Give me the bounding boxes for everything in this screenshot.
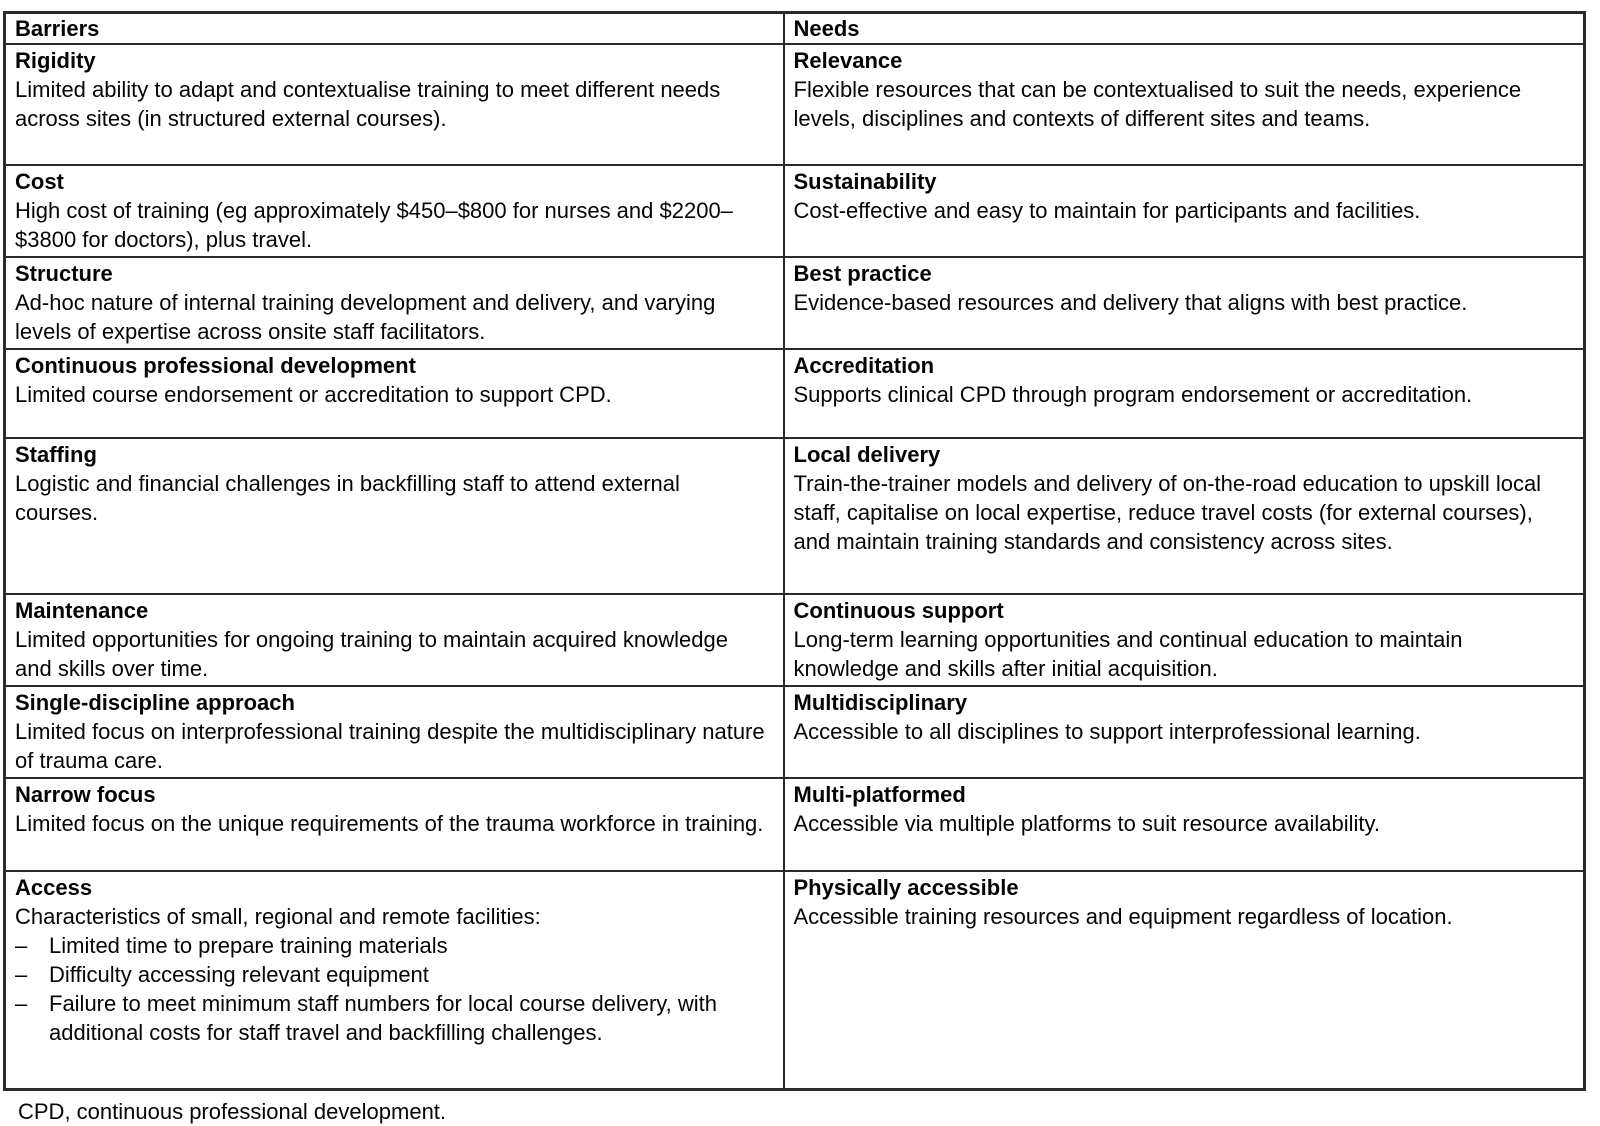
list-item-text: Difficulty accessing relevant equipment xyxy=(49,962,429,987)
row-maintenance-continuous-support xyxy=(5,594,1585,686)
need-text: Accessible to all disciplines to support interprofessional learning. xyxy=(793,719,1421,744)
barrier-cell xyxy=(5,165,784,257)
need-text: Long-term learning opportunities and continual education to maintain knowledge and skills after initial acquisition. xyxy=(793,627,1463,681)
need-title: Relevance xyxy=(793,48,903,73)
barrier-cell xyxy=(5,594,784,686)
need-cell xyxy=(784,349,1585,438)
barrier-text: Limited focus on interprofessional training despite the multidisciplinary nature of trauma care. xyxy=(15,719,765,773)
barrier-title: Rigidity xyxy=(15,48,96,73)
barrier-cell xyxy=(5,257,784,349)
row-staffing-local-delivery xyxy=(5,438,1585,594)
barrier-cell xyxy=(5,349,784,438)
row-rigidity-relevance xyxy=(5,44,1585,165)
barriers-column-header: Barriers xyxy=(5,13,784,45)
list-item xyxy=(15,989,769,1047)
barrier-title: Staffing xyxy=(15,442,97,467)
barrier-title: Narrow focus xyxy=(15,782,156,807)
list-item xyxy=(15,931,769,960)
need-text: Flexible resources that can be contextualised to suit the needs, experience levels, disciplines and contexts of different sites and teams. xyxy=(793,77,1522,131)
need-title: Multi-platformed xyxy=(793,782,966,807)
row-narrow-focus-multi-platformed xyxy=(5,778,1585,871)
need-title: Sustainability xyxy=(793,169,937,194)
row-cpd-accreditation xyxy=(5,349,1585,438)
header-row xyxy=(5,13,1585,45)
barrier-text: Limited ability to adapt and contextualise training to meet different needs across sites (in structured external courses). xyxy=(15,77,721,131)
need-cell xyxy=(784,438,1585,594)
barrier-cell xyxy=(5,44,784,165)
barrier-text: Limited course endorsement or accreditation to support CPD. xyxy=(15,382,612,407)
barrier-title: Cost xyxy=(15,169,64,194)
dash-marker: – xyxy=(15,962,28,987)
dash-marker: – xyxy=(15,991,28,1016)
need-title: Accreditation xyxy=(793,353,935,378)
need-text: Supports clinical CPD through program endorsement or accreditation. xyxy=(793,382,1473,407)
list-item-text: Failure to meet minimum staff numbers for local course delivery, with additional costs for staff travel and backfilling challenges. xyxy=(49,991,717,1045)
barrier-cell xyxy=(5,778,784,871)
table-body xyxy=(5,44,1585,1089)
needs-column-header: Needs xyxy=(784,13,1585,45)
barrier-title: Continuous professional development xyxy=(15,353,416,378)
barrier-text: Logistic and financial challenges in backfilling staff to attend external courses. xyxy=(15,471,680,525)
barriers-needs-table xyxy=(3,11,1586,1091)
need-text: Cost-effective and easy to maintain for participants and facilities. xyxy=(793,198,1421,223)
need-title: Multidisciplinary xyxy=(793,690,968,715)
access-characteristics-list xyxy=(15,931,769,1047)
need-title: Physically accessible xyxy=(793,875,1019,900)
barrier-cell xyxy=(5,871,784,1089)
need-text: Accessible training resources and equipment regardless of location. xyxy=(793,904,1453,929)
barrier-text: Limited focus on the unique requirements of the trauma workforce in training. xyxy=(15,811,764,836)
barrier-text: High cost of training (eg approximately $450–$800 for nurses and $2200–$3800 for doctors), plus travel. xyxy=(15,198,733,252)
barrier-cell xyxy=(5,438,784,594)
table-head xyxy=(5,13,1585,45)
barrier-cell xyxy=(5,686,784,778)
row-access-physically-accessible xyxy=(5,871,1585,1089)
list-item xyxy=(15,960,769,989)
list-item-text: Limited time to prepare training materials xyxy=(49,933,448,958)
table-footnote: CPD, continuous professional development. xyxy=(18,1098,447,1124)
need-cell xyxy=(784,165,1585,257)
need-text: Train-the-trainer models and delivery of on-the-road education to upskill local staff, capitalise on local expertise, reduce travel costs (for external courses), and maintain training standards and consistency across sites. xyxy=(793,471,1542,554)
dash-marker: – xyxy=(15,933,28,958)
need-title: Local delivery xyxy=(793,442,941,467)
barrier-title: Single-discipline approach xyxy=(15,690,295,715)
barrier-text: Characteristics of small, regional and remote facilities: xyxy=(15,904,541,929)
barrier-title: Maintenance xyxy=(15,598,149,623)
row-single-discipline-multidisciplinary xyxy=(5,686,1585,778)
need-cell xyxy=(784,686,1585,778)
need-text: Accessible via multiple platforms to suit resource availability. xyxy=(793,811,1380,836)
need-text: Evidence-based resources and delivery that aligns with best practice. xyxy=(793,290,1468,315)
barrier-text: Limited opportunities for ongoing training to maintain acquired knowledge and skills over time. xyxy=(15,627,729,681)
row-structure-best-practice xyxy=(5,257,1585,349)
need-cell xyxy=(784,871,1585,1089)
row-cost-sustainability xyxy=(5,165,1585,257)
need-cell xyxy=(784,44,1585,165)
need-title: Continuous support xyxy=(793,598,1004,623)
barrier-text: Ad-hoc nature of internal training development and delivery, and varying levels of expertise across onsite staff facilitators. xyxy=(15,290,716,344)
need-cell xyxy=(784,778,1585,871)
need-cell xyxy=(784,257,1585,349)
need-title: Best practice xyxy=(793,261,932,286)
barrier-title: Structure xyxy=(15,261,113,286)
need-cell xyxy=(784,594,1585,686)
barrier-title: Access xyxy=(15,875,93,900)
